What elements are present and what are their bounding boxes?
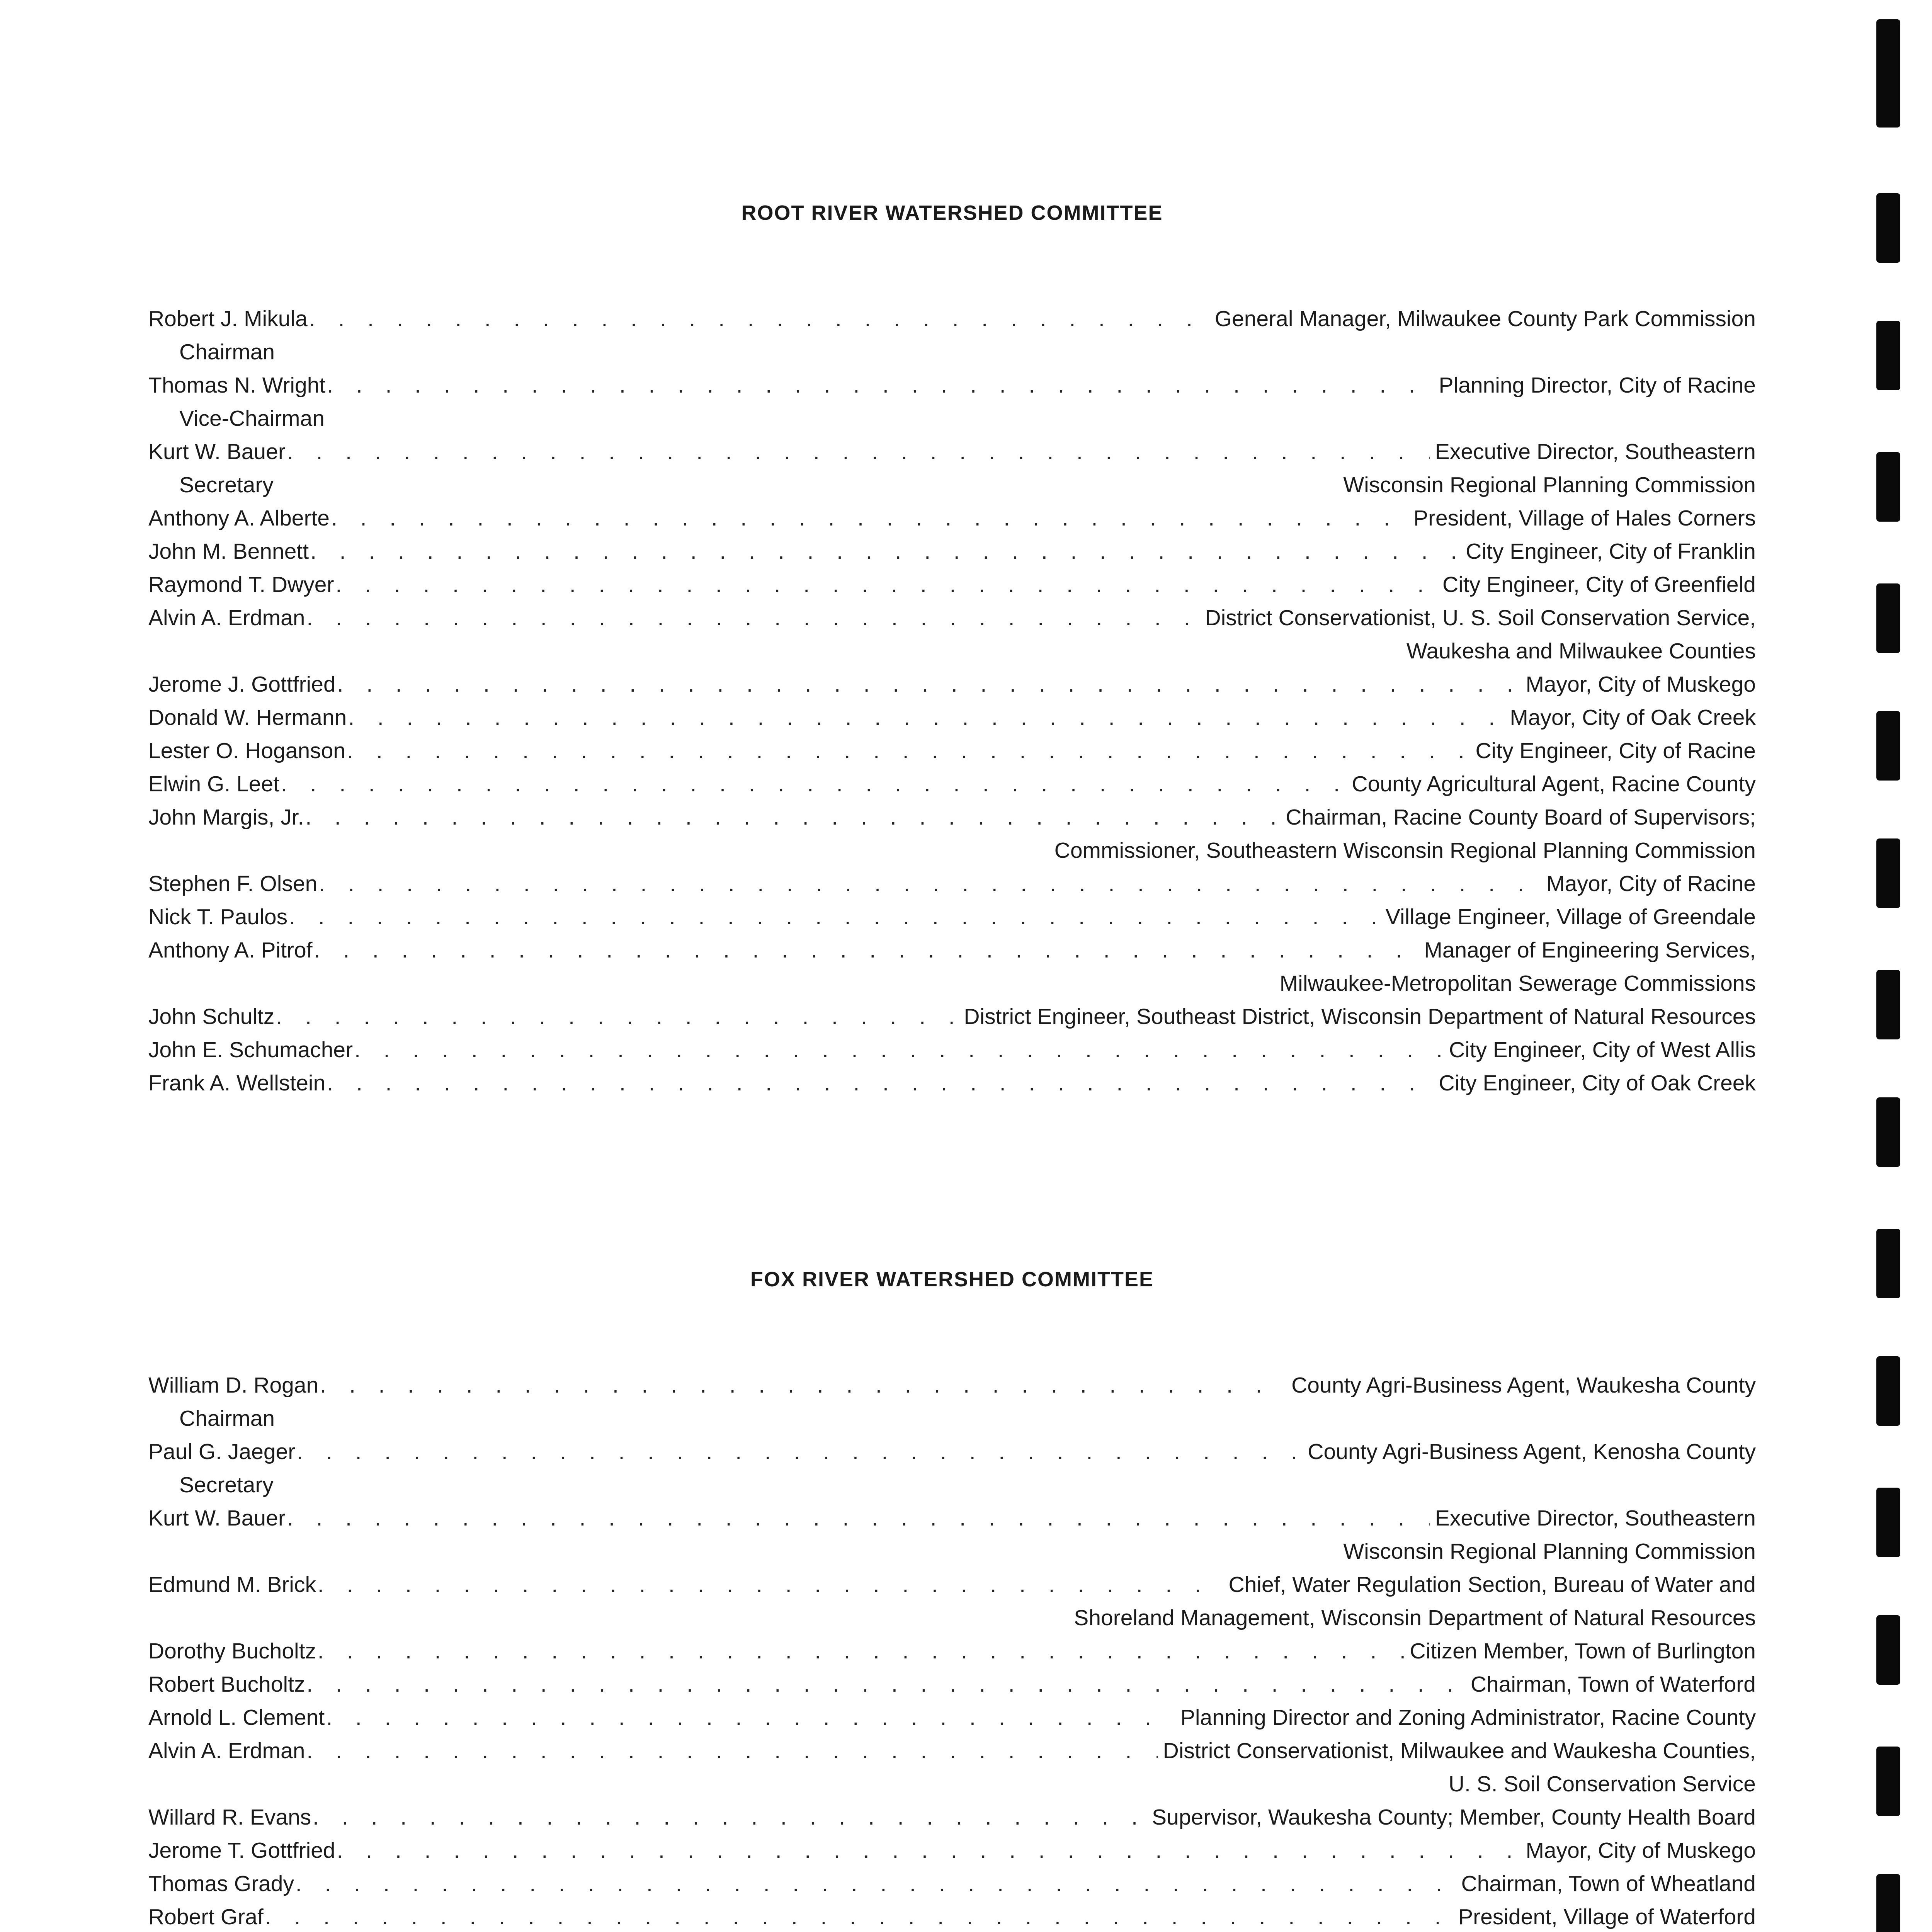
member-entry	[148, 1867, 1756, 1900]
member-subline	[148, 1601, 1756, 1634]
dot-leader	[307, 601, 1200, 634]
member-title: Chief, Water Regulation Section, Bureau of Water and	[1228, 1572, 1756, 1597]
member-line	[148, 1066, 1756, 1100]
member-name: Kurt W. Bauer	[148, 1506, 286, 1531]
member-subline	[148, 402, 1756, 435]
member-entry	[148, 1634, 1756, 1668]
dot-leader	[331, 502, 1408, 535]
member-entry	[148, 1834, 1756, 1867]
member-title-continued: Wisconsin Regional Planning Commission	[1343, 1539, 1756, 1564]
binding-mark	[1876, 711, 1900, 781]
binding-mark	[1876, 1747, 1900, 1816]
member-name: John M. Bennett	[148, 539, 309, 564]
member-title: County Agri-Business Agent, Waukesha County	[1291, 1373, 1756, 1398]
member-name: Robert J. Mikula	[148, 306, 308, 331]
dot-leader	[337, 668, 1520, 701]
member-subline	[148, 335, 1756, 369]
member-name: Alvin A. Erdman	[148, 605, 305, 630]
member-subline	[148, 967, 1756, 1000]
member-entry	[148, 1900, 1756, 1932]
member-subline	[148, 1767, 1756, 1801]
member-title: Chairman, Town of Wheatland	[1461, 1871, 1756, 1896]
member-title: Chairman, Town of Waterford	[1470, 1672, 1756, 1697]
member-name: Nick T. Paulos	[148, 905, 288, 929]
member-entry	[148, 1435, 1756, 1502]
member-title: Village Engineer, Village of Greendale	[1385, 905, 1756, 929]
dot-leader	[265, 1900, 1453, 1932]
member-entry	[148, 601, 1756, 668]
member-line	[148, 1033, 1756, 1066]
member-line	[148, 601, 1756, 634]
member-name: Thomas Grady	[148, 1871, 294, 1896]
binding-mark	[1876, 1356, 1900, 1426]
member-name: Elwin G. Leet	[148, 772, 279, 796]
member-line	[148, 1435, 1756, 1468]
dot-leader	[305, 801, 1280, 834]
member-line	[148, 1834, 1756, 1867]
member-name: Paul G. Jaeger	[148, 1439, 296, 1464]
member-role: Vice-Chairman	[179, 406, 325, 431]
member-title-continued: Milwaukee-Metropolitan Sewerage Commissions	[1279, 971, 1756, 996]
member-title: Citizen Member, Town of Burlington	[1410, 1639, 1756, 1663]
member-role: Chairman	[179, 340, 275, 364]
member-title: Planning Director, City of Racine	[1439, 373, 1756, 398]
member-name: Stephen F. Olsen	[148, 871, 318, 896]
member-name: Dorothy Bucholtz	[148, 1639, 316, 1663]
member-title: Manager of Engineering Services,	[1424, 938, 1756, 963]
member-subline	[148, 1468, 1756, 1502]
binding-mark	[1876, 838, 1900, 908]
dot-leader	[335, 568, 1437, 601]
member-name: Raymond T. Dwyer	[148, 572, 334, 597]
member-line	[148, 502, 1756, 535]
member-name: Alvin A. Erdman	[148, 1738, 305, 1763]
member-line	[148, 1568, 1756, 1601]
member-subline	[148, 834, 1756, 867]
binding-mark	[1876, 970, 1900, 1039]
member-line	[148, 369, 1756, 402]
member-line	[148, 767, 1756, 801]
binding-marks	[1876, 0, 1903, 1932]
member-entry	[148, 369, 1756, 435]
member-title: City Engineer, City of Franklin	[1466, 539, 1756, 564]
member-entry	[148, 701, 1756, 734]
dot-leader	[309, 302, 1209, 335]
binding-mark	[1876, 193, 1900, 263]
dot-leader	[310, 535, 1460, 568]
member-entry	[148, 1000, 1756, 1033]
member-entry	[148, 900, 1756, 934]
member-title: Mayor, City of Muskego	[1526, 672, 1756, 697]
member-entry	[148, 867, 1756, 900]
member-entry	[148, 302, 1756, 369]
member-title: District Conservationist, Milwaukee and Waukesha Counties,	[1163, 1738, 1756, 1763]
dot-leader	[326, 1701, 1175, 1734]
member-entry	[148, 1701, 1756, 1734]
member-entry	[148, 1668, 1756, 1701]
member-title: City Engineer, City of Racine	[1475, 738, 1756, 763]
member-role	[148, 834, 179, 867]
member-role	[148, 967, 179, 1000]
member-entry	[148, 668, 1756, 701]
section-title: FOX RIVER WATERSHED COMMITTEE	[750, 1268, 1154, 1291]
member-entry	[148, 435, 1756, 502]
member-title: District Engineer, Southeast District, Wisconsin Department of Natural Resources	[964, 1004, 1756, 1029]
member-title: Mayor, City of Racine	[1546, 871, 1756, 896]
member-line	[148, 867, 1756, 900]
member-name: Thomas N. Wright	[148, 373, 326, 398]
member-line	[148, 1369, 1756, 1402]
member-entry	[148, 767, 1756, 801]
member-line	[148, 435, 1756, 468]
member-name: Jerome J. Gottfried	[148, 672, 336, 697]
binding-mark	[1876, 1229, 1900, 1298]
dot-leader	[337, 1834, 1520, 1867]
member-subline	[148, 1535, 1756, 1568]
dot-leader	[318, 1634, 1404, 1668]
dot-leader	[297, 1435, 1302, 1468]
member-line	[148, 1801, 1756, 1834]
member-entry	[148, 1369, 1756, 1435]
dot-leader	[313, 1801, 1146, 1834]
member-title-continued: U. S. Soil Conservation Service	[1448, 1772, 1756, 1796]
binding-mark	[1876, 583, 1900, 653]
member-line	[148, 1668, 1756, 1701]
member-entry	[148, 1801, 1756, 1834]
member-name: Anthony A. Alberte	[148, 506, 330, 531]
member-name: Kurt W. Bauer	[148, 439, 286, 464]
member-role	[148, 1535, 179, 1568]
binding-mark	[1876, 1615, 1900, 1685]
member-title: President, Village of Hales Corners	[1413, 506, 1756, 531]
member-title: President, Village of Waterford	[1458, 1905, 1756, 1929]
dot-leader	[289, 900, 1380, 934]
fox-river-committee	[148, 1267, 1756, 1932]
binding-mark	[1876, 19, 1900, 128]
dot-leader	[281, 767, 1346, 801]
member-title: Supervisor, Waukesha County; Member, County Health Board	[1152, 1805, 1756, 1830]
member-name: Willard R. Evans	[148, 1805, 311, 1830]
dot-leader	[347, 734, 1470, 767]
member-line	[148, 734, 1756, 767]
dot-leader	[348, 701, 1504, 734]
dot-leader	[287, 435, 1430, 468]
dot-leader	[327, 1066, 1433, 1100]
member-name: Robert Graf	[148, 1905, 264, 1929]
dot-leader	[307, 1668, 1465, 1701]
section-title: ROOT RIVER WATERSHED COMMITTEE	[741, 201, 1163, 224]
member-entry	[148, 502, 1756, 535]
member-title-continued: Shoreland Management, Wisconsin Department of Natural Resources	[1074, 1605, 1756, 1630]
dot-leader	[319, 867, 1541, 900]
member-line	[148, 1867, 1756, 1900]
member-line	[148, 934, 1756, 967]
binding-mark	[1876, 321, 1900, 390]
member-entry	[148, 1066, 1756, 1100]
member-role: Secretary	[179, 473, 274, 497]
member-title: Mayor, City of Muskego	[1526, 1838, 1756, 1863]
member-line	[148, 568, 1756, 601]
member-entry	[148, 801, 1756, 867]
member-title: County Agricultural Agent, Racine County	[1352, 772, 1756, 796]
member-title: Executive Director, Southeastern	[1435, 439, 1756, 464]
member-line	[148, 302, 1756, 335]
member-line	[148, 801, 1756, 834]
dot-leader	[318, 1568, 1223, 1601]
member-name: Edmund M. Brick	[148, 1572, 316, 1597]
member-name: Lester O. Hoganson	[148, 738, 346, 763]
member-title: City Engineer, City of West Allis	[1449, 1037, 1756, 1062]
member-title: Mayor, City of Oak Creek	[1510, 705, 1756, 730]
member-name: John E. Schumacher	[148, 1037, 353, 1062]
member-name: Donald W. Hermann	[148, 705, 347, 730]
member-entry	[148, 1568, 1756, 1634]
binding-mark	[1876, 1874, 1900, 1932]
member-line	[148, 1734, 1756, 1767]
member-name: Anthony A. Pitrof	[148, 938, 313, 963]
member-line	[148, 1000, 1756, 1033]
member-line	[148, 900, 1756, 934]
member-title: Chairman, Racine County Board of Supervisors;	[1286, 805, 1756, 830]
member-entry	[148, 568, 1756, 601]
member-subline	[148, 468, 1756, 502]
member-line	[148, 1502, 1756, 1535]
root-river-committee	[148, 201, 1756, 1100]
member-title: District Conservationist, U. S. Soil Conservation Service,	[1205, 605, 1756, 630]
binding-mark	[1876, 1488, 1900, 1557]
member-name: William D. Rogan	[148, 1373, 319, 1398]
dot-leader	[276, 1000, 958, 1033]
binding-mark	[1876, 1097, 1900, 1167]
member-title: City Engineer, City of Greenfield	[1442, 572, 1756, 597]
member-subline	[148, 1402, 1756, 1435]
member-entry	[148, 1502, 1756, 1568]
member-role	[148, 1767, 179, 1801]
member-role	[148, 1601, 179, 1634]
dot-leader	[320, 1369, 1286, 1402]
member-line	[148, 1900, 1756, 1932]
member-list	[148, 302, 1756, 1100]
member-title-continued: Waukesha and Milwaukee Counties	[1406, 639, 1756, 663]
member-name: John Schultz	[148, 1004, 275, 1029]
dot-leader	[314, 934, 1419, 967]
member-subline	[148, 634, 1756, 668]
member-line	[148, 701, 1756, 734]
member-line	[148, 535, 1756, 568]
member-name: Jerome T. Gottfried	[148, 1838, 335, 1863]
member-entry	[148, 734, 1756, 767]
dot-leader	[287, 1502, 1430, 1535]
member-name: Arnold L. Clement	[148, 1705, 325, 1730]
member-line	[148, 1701, 1756, 1734]
member-title: Planning Director and Zoning Administrator, Racine County	[1180, 1705, 1756, 1730]
member-entry	[148, 1033, 1756, 1066]
member-name: John Margis, Jr.	[148, 805, 304, 830]
member-name: Frank A. Wellstein	[148, 1071, 326, 1095]
member-title: City Engineer, City of Oak Creek	[1439, 1071, 1756, 1095]
member-entry	[148, 535, 1756, 568]
member-line	[148, 1634, 1756, 1668]
dot-leader	[307, 1734, 1158, 1767]
dot-leader	[296, 1867, 1456, 1900]
member-role: Secretary	[179, 1473, 274, 1497]
member-list	[148, 1369, 1756, 1932]
dot-leader	[327, 369, 1433, 402]
member-role	[148, 634, 179, 668]
member-title: Executive Director, Southeastern	[1435, 1506, 1756, 1531]
member-role: Chairman	[179, 1406, 275, 1431]
binding-mark	[1876, 452, 1900, 522]
member-entry	[148, 934, 1756, 1000]
member-line	[148, 668, 1756, 701]
member-title-continued: Wisconsin Regional Planning Commission	[1343, 473, 1756, 497]
member-title: County Agri-Business Agent, Kenosha County	[1308, 1439, 1756, 1464]
member-entry	[148, 1734, 1756, 1801]
dot-leader	[354, 1033, 1444, 1066]
member-title: General Manager, Milwaukee County Park Commission	[1214, 306, 1756, 331]
member-name: Robert Bucholtz	[148, 1672, 305, 1697]
member-title-continued: Commissioner, Southeastern Wisconsin Regional Planning Commission	[1054, 838, 1756, 863]
